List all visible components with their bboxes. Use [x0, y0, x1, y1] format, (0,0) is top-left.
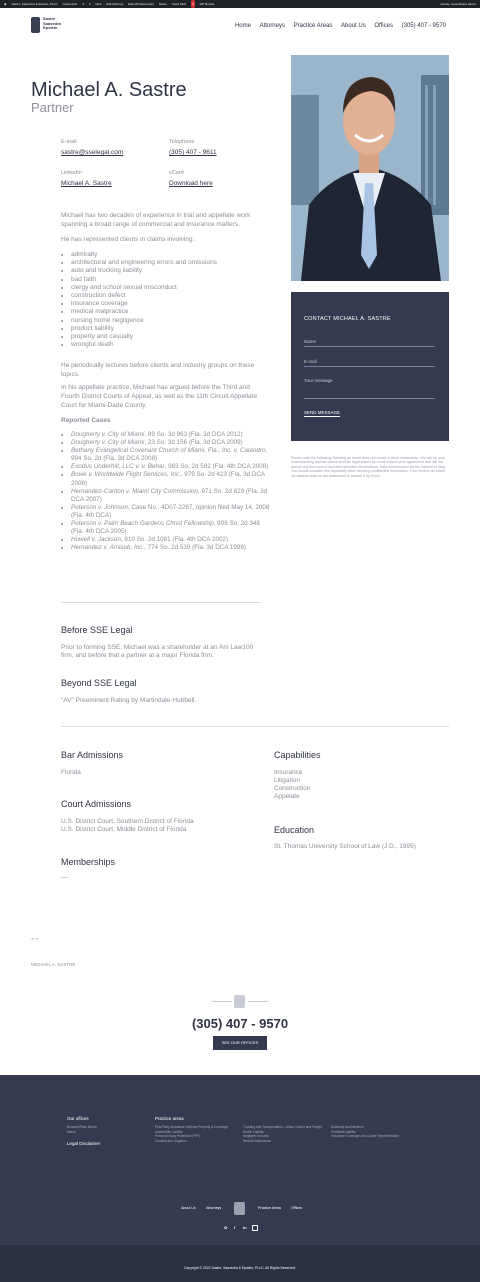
footer-nav-attorneys[interactable]: Attorneys	[206, 1206, 222, 1210]
logo-line: Saavedra	[43, 20, 61, 26]
practice-link[interactable]: Insurance Coverage and Carrier Representation	[331, 1134, 400, 1138]
bio-paragraph: He periodically lectures before clients and industry groups on these topics.	[61, 362, 255, 378]
reported-cases-title: Reported Cases	[61, 417, 111, 424]
attorney-name: Michael A. Sastre	[31, 79, 187, 101]
capability-item: Appelate	[274, 793, 300, 800]
list-item: • Bowe v. Worldwide Flight Services, Inc., 979 So. 2d 423 (Fla. 3d DCA 2008)	[71, 471, 271, 487]
list-item: • Bethany Evangelical Covenant Church of Miami, Fla., Inc. v. Calandro, 994 So. 2d (Fla. 3d DCA 2008)	[71, 447, 271, 463]
divider	[61, 602, 261, 603]
footer-nav-offices[interactable]: Offices	[291, 1206, 303, 1210]
footer-nav-practice[interactable]: Practice Areas	[258, 1206, 282, 1210]
logo-mark-icon	[31, 17, 40, 33]
practice-link[interactable]: Premises Liability	[331, 1129, 356, 1134]
list-item: • property and casualty	[71, 333, 271, 341]
nav-home[interactable]: Home	[234, 23, 251, 29]
list-item: • wrongful death	[71, 341, 271, 349]
practice-link[interactable]: First-Party Insurance Defense Property & Coverage	[155, 1125, 228, 1129]
wordpress-icon[interactable]: ◉	[4, 2, 7, 6]
list-item: • product liability	[71, 325, 271, 333]
capability-item: Insurance	[274, 769, 303, 776]
footer-nav-about[interactable]: About Us	[181, 1206, 196, 1210]
main-nav	[228, 23, 446, 29]
logo-line: Epstein	[43, 25, 58, 30]
nav-phone[interactable]: (305) 407 - 9570	[401, 23, 446, 29]
bio-paragraph: Michael has two decades of experience in trial and appellate work spanning a broad range of commercial and insurance matters.	[61, 212, 251, 228]
list-item: • Hernandez v. Amisub, Inc., 774 So. 2d 539 (Fla. 3d DCA 1998)	[71, 544, 271, 552]
memberships-title: Memberships	[61, 857, 116, 867]
attorney-portrait	[291, 55, 449, 281]
capability-item: Construction	[274, 785, 311, 792]
practice-link[interactable]: Construction Litigation	[155, 1138, 187, 1143]
list-item: • architectural and engineering errors and omissions	[71, 259, 271, 267]
education-text: St. Thomas University School of Law (J.D., 1995)	[274, 843, 416, 850]
education-title: Education	[274, 825, 315, 835]
admin-site-name[interactable]: Sastre, Saavedra & Epstein, PLLC	[11, 2, 58, 6]
phone-link[interactable]: (305) 407 - 9611	[169, 149, 217, 156]
legal-disclaimer-link[interactable]: Legal Disclaimer	[67, 1141, 101, 1146]
admin-edit-attorney[interactable]: Edit Attorney	[106, 2, 124, 6]
practice-column	[243, 1125, 323, 1143]
admin-greeting[interactable]: Howdy, ssesoftware.admin	[440, 2, 476, 6]
admin-seo-badge: 3	[191, 2, 194, 6]
send-message-button[interactable]: SEND MESSAGE	[304, 410, 341, 415]
contact-form	[291, 292, 449, 441]
practice-link[interactable]: Personal Injury Protection (PIP)	[155, 1134, 200, 1138]
linkedin-link[interactable]: Michael A. Sastre	[61, 180, 112, 187]
nav-offices[interactable]: Offices	[374, 23, 393, 29]
divider	[61, 726, 449, 727]
before-title: Before SSE Legal	[61, 625, 133, 635]
offices-title: Our offices	[67, 1116, 89, 1121]
admin-bar	[0, 0, 480, 8]
logo-mark-icon	[234, 995, 245, 1008]
office-link[interactable]: Broward/Palm Beach	[67, 1125, 97, 1129]
phone-label: Telephone	[169, 139, 195, 145]
twitter-icon[interactable]: ✿	[224, 1225, 228, 1230]
list-item: • Hernandez-Canton v. Miami City Commission, 971 So. 2d 829 (Fla. 3d DCA 2007)	[71, 488, 271, 504]
divider	[248, 1001, 268, 1002]
admin-edit-elementor[interactable]: Edit with Elementor	[128, 2, 154, 6]
list-item: • Peterson v. Palm Beach Gardens Christ Fellowship, 909 So. 2d 348 (Fla. 4th DCA 2005)	[71, 520, 271, 536]
memberships-text: —	[61, 874, 68, 881]
quote-author: MICHAEL A. SASTRE	[31, 962, 76, 967]
list-item: • clergy and school sexual misconduct	[71, 284, 271, 292]
admin-new[interactable]: New	[95, 2, 102, 6]
list-item: • insurance coverage	[71, 300, 271, 308]
beyond-text: "AV" Preeminent Rating by Martindale-Hubbell.	[61, 697, 197, 704]
before-text: Prior to forming SSE, Michael was a shareholder at an Am Law100 firm, and before that a partner at a major Florida firm.	[61, 644, 254, 659]
practice-link[interactable]: Admiralty and Maritime	[331, 1125, 364, 1129]
site-logo[interactable]	[31, 17, 67, 35]
vcard-link[interactable]: Download here	[169, 180, 213, 187]
list-item: • Dougherty v. City of Miami, 23 So. 3d 156 (Fla. 3d DCA 2009)	[71, 439, 271, 447]
admin-updates[interactable]: 4	[82, 2, 85, 6]
see-offices-button[interactable]: SEE OUR OFFICES	[213, 1036, 267, 1050]
quote-marks: ” ”	[31, 938, 38, 945]
court-admissions-title: Court Admissions	[61, 799, 132, 809]
site-footer	[0, 1075, 480, 1245]
bar-admissions-title: Bar Admissions	[61, 750, 124, 760]
nav-attorneys[interactable]: Attorneys	[259, 23, 285, 29]
court-admission-item: U.S. District Court, Southern District of Florida	[61, 818, 194, 825]
list-item: • bad faith	[71, 276, 271, 284]
footer-logo-icon[interactable]	[234, 1202, 245, 1215]
email-label: E-mail	[61, 139, 77, 145]
linkedin-icon[interactable]: in	[243, 1225, 247, 1230]
admin-notes[interactable]: Notes	[158, 2, 167, 6]
email-link[interactable]: sastre@sselegal.com	[61, 149, 124, 156]
list-item: • Howell v. Jackson, 810 So. 2d 1081 (Fla. 4th DCA 2002)	[71, 536, 271, 544]
practice-column	[331, 1125, 421, 1139]
list-item: • auto and trucking liability	[71, 267, 271, 275]
admin-customizer[interactable]: Customizer	[62, 2, 78, 6]
vcard-label: vCard	[169, 170, 184, 176]
bar-admission-item: Florida	[61, 769, 81, 776]
claims-list	[61, 251, 271, 349]
practice-link[interactable]: Trucking and Transportation – Motor Carrier and Freight Broker Liability	[243, 1125, 322, 1134]
practice-column	[155, 1125, 235, 1143]
instagram-icon[interactable]	[252, 1225, 258, 1231]
attorney-photo	[291, 55, 449, 281]
nav-about-us[interactable]: About Us	[341, 23, 366, 29]
bio-paragraph: He has represented clients in claims involving:	[61, 236, 195, 243]
admin-yoast[interactable]: Yoast SEO	[171, 2, 187, 6]
list-item: • admiralty	[71, 251, 271, 259]
bio-paragraph: In his appellate practice, Michael has argued before the Third and Fourth District Courts of Appeal, as well as the 11th Circuit Appellate Court for Miami-Dade County.	[61, 384, 258, 409]
list-item: • Dougherty v. City of Miami, 89 So. 3d 963 (Fla. 3d DCA 2012)	[71, 431, 271, 439]
name-field[interactable]: Name	[304, 339, 435, 347]
capability-item: Litigation	[274, 777, 301, 784]
admin-wp-rocket[interactable]: WP Rocket	[199, 2, 215, 6]
court-admission-item: U.S. District Court, Middle District of Florida	[61, 826, 187, 833]
cases-list	[61, 431, 271, 552]
facebook-icon[interactable]: f	[234, 1225, 236, 1230]
contact-form-title: CONTACT MICHAEL A. SASTRE	[304, 316, 391, 322]
copyright-bar	[0, 1245, 480, 1282]
email-disclaimer: Please note the following: Sending an email does not create a client relationship. We ask for your understanding that we cannot provide legal advice by email without prior agreement and will not accept any time-bound and time-sensitive declarations. Data transmission via the Internet is risky. You should consider this especially when sending confidential information. If we receive an email, we assume that we are authorized to answer it by email.	[291, 456, 446, 478]
practice-link[interactable]: Medical Malpractice	[243, 1138, 272, 1143]
list-item: • construction defect	[71, 292, 271, 300]
linkedin-label: LinkedIn	[61, 170, 82, 176]
list-item: • Exodus Underhill, LLC v. v. Behar, 983 So. 2d 592 (Fla. 4th DCA 2008)	[71, 463, 271, 471]
admin-comments[interactable]: 0	[88, 2, 91, 6]
beyond-title: Beyond SSE Legal	[61, 678, 137, 688]
cta-phone[interactable]: (305) 407 - 9570	[191, 1016, 289, 1031]
nav-practice-areas[interactable]: Practice Areas	[293, 23, 333, 29]
copyright-text: Copyright © 2022 Sastre, Saavedra & Epstein, PLLC. All Rights Reserved.	[184, 1266, 296, 1270]
practice-title: Practice areas	[155, 1116, 184, 1121]
attorney-role: Partner	[31, 100, 74, 115]
logo-line: Sastre	[43, 16, 56, 21]
office-link[interactable]: Miami	[67, 1130, 76, 1134]
capabilities-title: Capabilities	[274, 750, 321, 760]
practice-link[interactable]: Negligent Security	[243, 1134, 269, 1138]
list-item: • nursing home negligence	[71, 317, 271, 325]
message-field[interactable]: Your message	[304, 378, 435, 399]
divider	[212, 1001, 232, 1002]
list-item: • medical malpractice	[71, 308, 271, 316]
practice-link[interactable]: Automobile Liability	[155, 1129, 183, 1134]
list-item: • Peterson v. Johnson, Case No.: 4D07-2267, opinion filed May 14, 2008 (Fla. 4th DCA)	[71, 504, 271, 520]
email-field[interactable]: E-mail	[304, 359, 435, 367]
